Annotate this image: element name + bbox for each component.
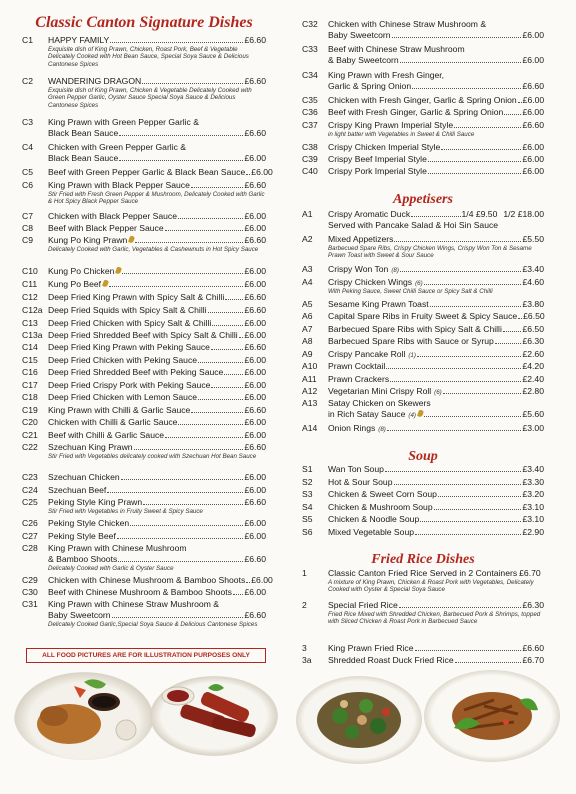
menu-item-c20[interactable]: C20 Chicken with Chilli & Garlic Sauce £6.00 — [22, 417, 266, 427]
menu-item-c16[interactable]: C16 Deep Fried Shredded Beef with Peking Sauce £6.00 — [22, 367, 266, 377]
menu-item-c36[interactable]: C36 Beef with Fresh Ginger, Garlic & Spring Onion £6.00 — [302, 107, 544, 117]
menu-item-s4[interactable]: S4 Chicken & Mushroom Soup £3.10 — [302, 502, 544, 512]
food-photo-ribs — [150, 676, 278, 756]
food-photo-shredded — [424, 670, 560, 762]
menu-item-c34[interactable]: C34 King Prawn with Fresh Ginger, Garlic & Spring Onion £6.60 — [302, 70, 544, 91]
menu-item-s5[interactable]: S5 Chicken & Noodle Soup £3.10 — [302, 514, 544, 524]
menu-item-c22[interactable]: C22 Szechuan King Prawn £6.60 Stir Fried with Vegetables delicately cooked with Szechuan Hot Bean Sauce — [22, 442, 266, 460]
menu-item-c32[interactable]: C32 Chicken with Chinese Straw Mushroom & Baby Sweetcorn £6.00 — [302, 19, 544, 40]
menu-item-c12[interactable]: C12 Deep Fried King Prawn with Spicy Salt & Chilli £6.60 — [22, 292, 266, 302]
left-column — [22, 0, 273, 670]
menu-item-c30[interactable]: C30 Beef with Chinese Mushroom & Bamboo Shoots £6.00 — [22, 587, 266, 597]
menu-item-a12[interactable]: A12 Vegetarian Mini Crispy Roll (6) £2.80 — [302, 386, 544, 396]
menu-item-a11[interactable]: A11 Prawn Crackers £2.40 — [302, 374, 544, 384]
menu-item-c38[interactable]: C38 Crispy Chicken Imperial Style £6.00 — [302, 142, 544, 152]
chili-icon — [102, 279, 109, 287]
section-title-appetisers: Appetisers — [393, 192, 453, 207]
illustration-notice: ALL FOOD PICTURES ARE FOR ILLUSTRATION PURPOSES ONLY — [26, 648, 266, 663]
menu-item-c31[interactable]: C31 King Prawn with Chinese Straw Mushroom & Baby Sweetcorn £6.60 Delicately Cooked Garlic,Special Soya Sauce & Delicious Cantonese Spices — [22, 599, 266, 628]
menu-item-c37[interactable]: C37 Crispy King Prawn Imperial Style £6.60 in light batter with Vegetables in Sweet & Chilli Sauce — [302, 120, 544, 138]
menu-item-c11[interactable]: C11 Kung Po Beef £6.00 — [22, 279, 266, 289]
chili-icon — [128, 235, 135, 243]
menu-item-a5[interactable]: A5 Sesame King Prawn Toast £3.80 — [302, 299, 544, 309]
menu-item-c1[interactable]: C1 HAPPY FAMILY £6.60 Exquisite dish of King Prawn, Chicken, Roast Pork, Beef & Vegetable Delicately Cooked with Hot Bean Sauce, Special Soya Sauce & Delicious Cantonese Spices — [22, 35, 266, 68]
section-title-fried-rice: Fried Rice Dishes — [371, 552, 475, 567]
menu-item-c14[interactable]: C14 Deep Fried King Prawn with Peking Sauce £6.60 — [22, 342, 266, 352]
menu-item-s6[interactable]: S6 Mixed Vegetable Soup £2.90 — [302, 527, 544, 537]
menu-item-a7[interactable]: A7 Barbecued Spare Ribs with Spicy Salt & Chilli £6.50 — [302, 324, 544, 334]
menu-item-s3[interactable]: S3 Chicken & Sweet Corn Soup £3.20 — [302, 489, 544, 499]
menu-item-r3[interactable]: 3 King Prawn Fried Rice £6.60 — [302, 643, 544, 653]
menu-item-c17[interactable]: C17 Deep Fried Crispy Pork with Peking Sauce £6.00 — [22, 380, 266, 390]
menu-item-c35[interactable]: C35 Chicken with Fresh Ginger, Garlic & Spring Onion £6.00 — [302, 95, 545, 105]
menu-item-a14[interactable]: A14 Onion Rings (8) £3.00 — [302, 423, 544, 433]
menu-item-c8[interactable]: C8 Beef with Black Pepper Sauce £6.00 — [22, 223, 266, 233]
food-photo-duck — [14, 672, 154, 760]
menu-item-c13[interactable]: C13 Deep Fried Chicken with Spicy Salt & Chilli £6.00 — [22, 318, 266, 328]
menu-item-c21[interactable]: C21 Beef with Chilli & Garlic Sauce £6.00 — [22, 430, 266, 440]
menu-item-c28[interactable]: C28 King Prawn with Chinese Mushroom & Bamboo Shoots £6.60 Delicately Cooked with Garlic & Oyster Sauce — [22, 543, 266, 572]
menu-item-a8[interactable]: A8 Barbecued Spare Ribs with Sauce or Syrup £6.30 — [302, 336, 544, 346]
menu-item-c10[interactable]: C10 Kung Po Chicken £6.00 — [22, 266, 266, 276]
menu-item-c4[interactable]: C4 Chicken with Green Pepper Garlic & Black Bean Sauce £6.00 — [22, 142, 266, 163]
menu-item-c40[interactable]: C40 Crispy Pork Imperial Style £6.00 — [302, 166, 544, 176]
menu-item-s1[interactable]: S1 Wan Ton Soup £3.40 — [302, 464, 544, 474]
menu-item-r3a[interactable]: 3a Shredded Roast Duck Fried Rice £6.70 — [302, 655, 544, 665]
menu-item-r1[interactable]: 1 Classic Canton Fried Rice Served in 2 Containers £6.70 A mixture of King Prawn, Chicken & Roast Pork with Vegetables, Delicately Cooked with Oyster & Special Soya Sauce — [302, 568, 541, 594]
menu-item-s2[interactable]: S2 Hot & Sour Soup £3.30 — [302, 477, 544, 487]
menu-item-c9[interactable]: C9 Kung Po King Prawn £6.60 Delicately Cooked with Garlic, Vegetables & Cashewnuts in Hot Spicy Sauce — [22, 235, 266, 253]
menu-item-c24[interactable]: C24 Szechuan Beef £6.00 — [22, 485, 266, 495]
menu-item-c33[interactable]: C33 Beef with Chinese Straw Mushroom & Baby Sweetcorn £6.00 — [302, 44, 544, 65]
chili-icon — [417, 409, 424, 417]
right-column — [302, 0, 544, 680]
menu-item-c3[interactable]: C3 King Prawn with Green Pepper Garlic & Black Bean Sauce £6.60 — [22, 117, 266, 138]
chili-icon — [115, 266, 122, 274]
menu-item-c12a[interactable]: C12a Deep Fried Squids with Spicy Salt & Chilli £6.60 — [22, 305, 266, 315]
menu-item-r2[interactable]: 2 Special Fried Rice £6.30 Fried Rice Mixed with Shredded Chicken, Barbecued Pork & Shrimps, topped with Sliced Chicken & Roast Pork in Barbecued Sauce — [302, 600, 544, 626]
menu-item-c23[interactable]: C23 Szechuan Chicken £6.00 — [22, 472, 266, 482]
menu-item-c19[interactable]: C19 King Prawn with Chilli & Garlic Sauce £6.60 — [22, 405, 266, 415]
menu-item-c29[interactable]: C29 Chicken with Chinese Mushroom & Bamboo Shoots £6.00 — [22, 575, 273, 585]
menu-item-c26[interactable]: C26 Peking Style Chicken £6.00 — [22, 518, 266, 528]
menu-item-c25[interactable]: C25 Peking Style King Prawn £6.60 Stir Fried with Vegetables in Fruity Sweet & Spicy Sauce — [22, 497, 266, 515]
menu-item-c7[interactable]: C7 Chicken with Black Pepper Sauce £6.00 — [22, 211, 266, 221]
menu-item-c2[interactable]: C2 WANDERING DRAGON £6.60 Exquisite dish of King Prawn, Chicken & Vegetable Delicately Cooked with Green Pepper Garlic, Oyster Sauce Special Soya Sauce & Delicious Cantonese Spices — [22, 76, 266, 109]
section-title-signature: Classic Canton Signature Dishes — [35, 14, 253, 31]
menu-item-c13a[interactable]: C13a Deep Fried Shredded Beef with Spicy Salt & Chilli £6.00 — [22, 330, 266, 340]
menu-item-c39[interactable]: C39 Crispy Beef Imperial Style £6.00 — [302, 154, 544, 164]
food-photo-stirfry — [296, 676, 422, 764]
menu-item-a9[interactable]: A9 Crispy Pancake Roll (1) £2.60 — [302, 349, 544, 359]
menu-item-c18[interactable]: C18 Deep Fried Chicken with Lemon Sauce £6.00 — [22, 392, 266, 402]
menu-item-a4[interactable]: A4 Crispy Chicken Wings (6) £4.60 With Peking Sauce, Sweet Chilli Sauce or Spicy Salt & Chilli — [302, 277, 544, 295]
menu-item-a2[interactable]: A2 Mixed Appetizers £5.50 Barbecued Spare Ribs, Crispy Chicken Wings, Crispy Won Ton & Sesame Prawn Toast with Sweet & Sour Sauce — [302, 234, 544, 260]
section-title-soup: Soup — [408, 449, 438, 464]
menu-item-a6[interactable]: A6 Capital Spare Ribs in Fruity Sweet & Spicy Sauce £6.50 — [302, 311, 545, 321]
menu-item-a10[interactable]: A10 Prawn Cocktail £4.20 — [302, 361, 544, 371]
menu-item-c15[interactable]: C15 Deep Fried Chicken with Peking Sauce £6.00 — [22, 355, 266, 365]
menu-item-a13[interactable]: A13 Satay Chicken on Skewers in Rich Satay Sauce (4) £5.60 — [302, 398, 544, 419]
menu-item-a1[interactable]: A1 Crispy Aromatic Duck 1/4 £9.50 1/2 £18.00 Served with Pancake Salad & Hoi Sin Sauce — [302, 209, 544, 230]
menu-item-c5[interactable]: C5 Beef with Green Pepper Garlic & Black Bean Sauce £6.00 — [22, 167, 273, 177]
menu-item-a3[interactable]: A3 Crispy Won Ton (8) £3.40 — [302, 264, 544, 274]
menu-item-c27[interactable]: C27 Peking Style Beef £6.00 — [22, 531, 266, 541]
menu-item-c6[interactable]: C6 King Prawn with Black Pepper Sauce £6.60 Stir Fried with Fresh Green Pepper & Mushroom, Delicately Cooked with Garlic & Hot Spicy Black Pepper Sauce — [22, 180, 266, 206]
